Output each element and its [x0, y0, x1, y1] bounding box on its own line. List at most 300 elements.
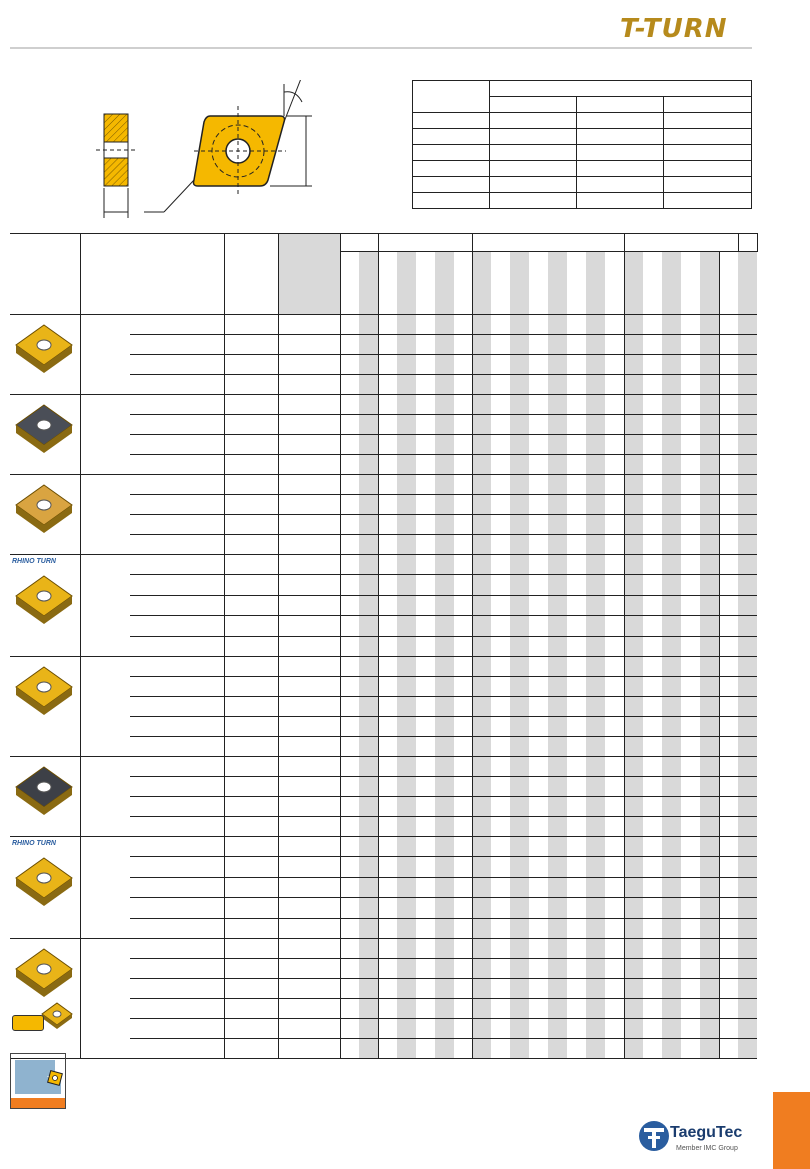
- grade-cell: [662, 657, 681, 677]
- grade-cell: [548, 535, 567, 555]
- grade-cell: [397, 939, 416, 959]
- grade-cell: [397, 395, 416, 415]
- dimension-cell: [278, 979, 340, 999]
- grade-cell: [662, 475, 681, 495]
- grade-cell: [738, 677, 757, 697]
- grade-cell: [548, 857, 567, 877]
- designation-cell: [130, 355, 224, 375]
- grade-cell: [548, 455, 567, 475]
- grade-cell: [454, 475, 472, 495]
- grade-cell: [491, 777, 510, 797]
- grade-cell: [359, 717, 378, 737]
- grade-cell: [700, 355, 719, 375]
- dimensions-row: [413, 161, 752, 177]
- grade-cell: [359, 1039, 378, 1059]
- grade-cell: [548, 575, 567, 595]
- grade-cell: [548, 555, 567, 575]
- dimension-cell: [278, 918, 340, 938]
- header-rule: [10, 47, 752, 49]
- grade-header-cell: [529, 252, 548, 315]
- new-badge: [12, 1015, 44, 1031]
- grade-cell: [681, 355, 700, 375]
- grade-cell: [491, 315, 510, 335]
- grade-cell: [681, 475, 700, 495]
- grade-cell: [548, 435, 567, 455]
- grade-cell: [567, 697, 586, 717]
- grade-cell: [586, 959, 605, 979]
- grade-cell: [738, 797, 757, 817]
- dimension-cell: [278, 737, 340, 757]
- grade-cell: [643, 475, 662, 495]
- grade-header-cell: [681, 252, 700, 315]
- insert-image-cell: [10, 837, 80, 939]
- grade-cell: [416, 657, 435, 677]
- grade-cell: [719, 959, 738, 979]
- grade-cell: [605, 535, 624, 555]
- grade-header-cell: [548, 252, 567, 315]
- grade-cell: [491, 837, 510, 857]
- dimension-cell: [224, 777, 278, 797]
- grade-cell: [586, 737, 605, 757]
- dimension-cell: [224, 315, 278, 335]
- grade-cell: [738, 737, 757, 757]
- grade-cell: [510, 475, 529, 495]
- grade-cell: [529, 555, 548, 575]
- grade-cell: [378, 315, 397, 335]
- dimension-cell: [278, 515, 340, 535]
- grade-cell: [643, 1019, 662, 1039]
- grade-cell: [454, 777, 472, 797]
- grade-cell: [510, 435, 529, 455]
- designation-cell: [130, 495, 224, 515]
- designation-cell: [130, 898, 224, 918]
- dimension-cell: [278, 757, 340, 777]
- grade-cell: [548, 657, 567, 677]
- grade-cell: [454, 415, 472, 435]
- grade-cell: [435, 595, 454, 615]
- grade-cell: [529, 757, 548, 777]
- grade-cell: [662, 817, 681, 837]
- grade-header-cell: [624, 252, 643, 315]
- grade-cell: [548, 415, 567, 435]
- grade-cell: [548, 1039, 567, 1059]
- grade-cell: [416, 817, 435, 837]
- grade-cell: [529, 355, 548, 375]
- grade-cell: [681, 595, 700, 615]
- dimension-cell: [278, 657, 340, 677]
- grade-cell: [510, 535, 529, 555]
- grade-cell: [719, 999, 738, 1019]
- grade-cell: [624, 375, 643, 395]
- grade-cell: [359, 777, 378, 797]
- grade-cell: [738, 898, 757, 918]
- grade-cell: [681, 737, 700, 757]
- grade-cell: [700, 1039, 719, 1059]
- grade-cell: [681, 495, 700, 515]
- dimension-cell: [224, 395, 278, 415]
- grade-cell: [416, 979, 435, 999]
- designation-cell: [130, 717, 224, 737]
- taegutec-mark-icon: [636, 1114, 672, 1154]
- grade-cell: [472, 335, 491, 355]
- grade-cell: [397, 777, 416, 797]
- grade-cell: [378, 697, 397, 717]
- designation-cell: [130, 435, 224, 455]
- grade-cell: [643, 857, 662, 877]
- grade-cell: [643, 797, 662, 817]
- grade-cell: [662, 918, 681, 938]
- grade-cell: [454, 535, 472, 555]
- grade-cell: [605, 737, 624, 757]
- grade-cell: [416, 717, 435, 737]
- grade-cell: [643, 355, 662, 375]
- grade-cell: [435, 395, 454, 415]
- grade-cell: [510, 797, 529, 817]
- grade-cell: [378, 595, 397, 615]
- grade-cell: [416, 315, 435, 335]
- grade-cell: [643, 677, 662, 697]
- grade-cell: [510, 495, 529, 515]
- header-cell: [224, 234, 278, 315]
- grade-cell: [719, 616, 738, 636]
- grade-cell: [416, 355, 435, 375]
- grade-cell: [738, 697, 757, 717]
- grade-cell: [681, 697, 700, 717]
- grade-cell: [529, 877, 548, 897]
- grade-cell: [491, 535, 510, 555]
- grade-cell: [548, 1019, 567, 1039]
- grade-cell: [662, 979, 681, 999]
- dimension-cell: [224, 918, 278, 938]
- grade-header-cell: [378, 252, 397, 315]
- grade-cell: [359, 737, 378, 757]
- grade-cell: [738, 575, 757, 595]
- grade-cell: [454, 515, 472, 535]
- grade-cell: [586, 535, 605, 555]
- grade-cell: [491, 495, 510, 515]
- grade-cell: [738, 1039, 757, 1059]
- grade-cell: [681, 877, 700, 897]
- grade-cell: [435, 797, 454, 817]
- dimension-cell: [278, 1019, 340, 1039]
- grade-cell: [643, 555, 662, 575]
- grade-cell: [340, 857, 359, 877]
- insert-image-cell: [10, 657, 80, 757]
- grade-cell: [435, 697, 454, 717]
- grade-cell: [454, 335, 472, 355]
- header-cell: [472, 234, 624, 252]
- grade-cell: [472, 395, 491, 415]
- grade-cell: [416, 1039, 435, 1059]
- grade-cell: [624, 415, 643, 435]
- grade-cell: [378, 857, 397, 877]
- grade-cell: [738, 435, 757, 455]
- grade-cell: [472, 475, 491, 495]
- grade-cell: [491, 555, 510, 575]
- grade-cell: [586, 857, 605, 877]
- grade-cell: [491, 475, 510, 495]
- grade-cell: [643, 999, 662, 1019]
- dimension-cell: [278, 475, 340, 495]
- grade-cell: [340, 475, 359, 495]
- grade-cell: [548, 999, 567, 1019]
- grade-cell: [586, 636, 605, 656]
- grade-cell: [454, 959, 472, 979]
- grade-cell: [340, 395, 359, 415]
- grade-cell: [605, 616, 624, 636]
- grade-cell: [605, 515, 624, 535]
- dimension-cell: [278, 677, 340, 697]
- grade-cell: [359, 335, 378, 355]
- dimension-cell: [278, 877, 340, 897]
- grade-cell: [472, 737, 491, 757]
- grade-cell: [435, 959, 454, 979]
- grade-cell: [738, 857, 757, 877]
- grade-cell: [643, 777, 662, 797]
- grade-cell: [510, 999, 529, 1019]
- grade-cell: [340, 677, 359, 697]
- grade-cell: [340, 435, 359, 455]
- grade-cell: [435, 717, 454, 737]
- grade-cell: [643, 1039, 662, 1059]
- insert-row: [10, 475, 757, 495]
- grade-cell: [340, 979, 359, 999]
- grade-cell: [435, 515, 454, 535]
- grade-cell: [359, 999, 378, 1019]
- grade-cell: [378, 1039, 397, 1059]
- grade-cell: [700, 939, 719, 959]
- grade-cell: [378, 535, 397, 555]
- grade-cell: [454, 435, 472, 455]
- grade-cell: [454, 697, 472, 717]
- dimension-cell: [278, 999, 340, 1019]
- grade-cell: [719, 677, 738, 697]
- grade-cell: [454, 757, 472, 777]
- grade-cell: [378, 515, 397, 535]
- square-insert-gold-icon: [12, 321, 76, 381]
- dimension-cell: [224, 737, 278, 757]
- grade-cell: [586, 395, 605, 415]
- grade-cell: [359, 535, 378, 555]
- grade-cell: [643, 435, 662, 455]
- dimension-cell: [278, 555, 340, 575]
- grade-cell: [397, 475, 416, 495]
- dimensions-table: [412, 80, 752, 209]
- grade-cell: [397, 837, 416, 857]
- designation-cell: [130, 697, 224, 717]
- grade-cell: [719, 515, 738, 535]
- dimensions-row: [413, 129, 752, 145]
- grade-cell: [548, 817, 567, 837]
- grade-cell: [416, 375, 435, 395]
- grade-cell: [359, 475, 378, 495]
- grade-cell: [340, 717, 359, 737]
- grade-cell: [435, 837, 454, 857]
- grade-cell: [435, 636, 454, 656]
- grade-cell: [435, 737, 454, 757]
- grade-cell: [510, 898, 529, 918]
- grade-cell: [624, 918, 643, 938]
- dimension-cell: [278, 335, 340, 355]
- grade-cell: [624, 595, 643, 615]
- grade-cell: [700, 595, 719, 615]
- grade-cell: [662, 939, 681, 959]
- grade-cell: [567, 535, 586, 555]
- grade-cell: [738, 777, 757, 797]
- grade-cell: [700, 918, 719, 938]
- grade-cell: [510, 1019, 529, 1039]
- grade-cell: [378, 999, 397, 1019]
- grade-cell: [529, 777, 548, 797]
- grade-cell: [359, 817, 378, 837]
- grade-cell: [378, 939, 397, 959]
- grade-cell: [643, 717, 662, 737]
- grade-cell: [510, 636, 529, 656]
- grade-cell: [435, 555, 454, 575]
- grade-cell: [548, 375, 567, 395]
- grade-cell: [416, 335, 435, 355]
- grade-header-cell: [605, 252, 624, 315]
- dimensions-row: [413, 193, 752, 209]
- grade-cell: [454, 677, 472, 697]
- grade-cell: [472, 979, 491, 999]
- grade-cell: [586, 315, 605, 335]
- grade-header-cell: [719, 252, 738, 315]
- grade-cell: [529, 616, 548, 636]
- grade-cell: [662, 636, 681, 656]
- grade-cell: [567, 1039, 586, 1059]
- grade-cell: [472, 555, 491, 575]
- grade-cell: [416, 737, 435, 757]
- grade-cell: [643, 959, 662, 979]
- grade-cell: [472, 535, 491, 555]
- grade-cell: [378, 636, 397, 656]
- external-turning-application-icon: [10, 1053, 66, 1109]
- grade-cell: [681, 959, 700, 979]
- grade-cell: [719, 595, 738, 615]
- grade-cell: [681, 857, 700, 877]
- grade-cell: [586, 797, 605, 817]
- grade-cell: [567, 375, 586, 395]
- grade-cell: [397, 515, 416, 535]
- grade-cell: [435, 535, 454, 555]
- grade-cell: [359, 375, 378, 395]
- grade-cell: [510, 677, 529, 697]
- grade-cell: [491, 657, 510, 677]
- grade-cell: [586, 939, 605, 959]
- grade-cell: [700, 435, 719, 455]
- grade-cell: [605, 375, 624, 395]
- designation-cell: [130, 555, 224, 575]
- dimension-cell: [224, 455, 278, 475]
- insert-row: [10, 657, 757, 677]
- grade-cell: [738, 717, 757, 737]
- grade-cell: [605, 697, 624, 717]
- grade-cell: [681, 918, 700, 938]
- grade-cell: [491, 999, 510, 1019]
- grade-cell: [605, 918, 624, 938]
- grade-cell: [454, 657, 472, 677]
- dimension-cell: [224, 837, 278, 857]
- insert-dimension-diagram: [90, 80, 330, 220]
- grade-cell: [605, 797, 624, 817]
- grade-cell: [700, 797, 719, 817]
- dimension-cell: [278, 595, 340, 615]
- grade-cell: [397, 616, 416, 636]
- header-cell: [10, 234, 80, 315]
- grade-cell: [624, 1019, 643, 1039]
- grade-cell: [624, 535, 643, 555]
- grade-cell: [719, 979, 738, 999]
- dimension-cell: [224, 1039, 278, 1059]
- grade-cell: [359, 837, 378, 857]
- grade-cell: [605, 335, 624, 355]
- grade-cell: [662, 797, 681, 817]
- grade-cell: [435, 435, 454, 455]
- header-cell: [278, 234, 340, 315]
- dimension-cell: [224, 1019, 278, 1039]
- grade-cell: [529, 797, 548, 817]
- t-turn-logo: [620, 14, 760, 50]
- grade-cell: [340, 877, 359, 897]
- grade-cell: [605, 677, 624, 697]
- t-turn-logo-text: T-TURN: [620, 14, 728, 44]
- dimension-cell: [224, 717, 278, 737]
- dimension-cell: [278, 435, 340, 455]
- grade-cell: [435, 757, 454, 777]
- grade-cell: [378, 355, 397, 375]
- grade-cell: [510, 857, 529, 877]
- grade-cell: [643, 757, 662, 777]
- grade-cell: [681, 375, 700, 395]
- grade-cell: [586, 495, 605, 515]
- grade-cell: [340, 555, 359, 575]
- grade-cell: [643, 415, 662, 435]
- grade-cell: [472, 375, 491, 395]
- insert-grade-table: [10, 233, 757, 1059]
- grade-cell: [491, 898, 510, 918]
- grade-cell: [378, 797, 397, 817]
- grade-header-cell: [700, 252, 719, 315]
- grade-cell: [586, 455, 605, 475]
- grade-cell: [567, 355, 586, 375]
- grade-cell: [548, 837, 567, 857]
- grade-cell: [548, 737, 567, 757]
- grade-cell: [605, 857, 624, 877]
- grade-cell: [491, 616, 510, 636]
- grade-cell: [567, 757, 586, 777]
- grade-cell: [681, 636, 700, 656]
- grade-cell: [491, 455, 510, 475]
- grade-cell: [359, 355, 378, 375]
- grade-cell: [681, 435, 700, 455]
- grade-cell: [738, 616, 757, 636]
- grade-cell: [738, 837, 757, 857]
- grade-cell: [586, 355, 605, 375]
- grade-cell: [700, 575, 719, 595]
- insert-row: [10, 757, 757, 777]
- grade-cell: [378, 918, 397, 938]
- header-cell: [378, 234, 472, 252]
- grade-cell: [378, 979, 397, 999]
- grade-cell: [491, 877, 510, 897]
- grade-cell: [567, 979, 586, 999]
- grade-header-cell: [454, 252, 472, 315]
- grade-cell: [548, 595, 567, 615]
- rhinoturn-insert-icon: [12, 572, 76, 632]
- grade-cell: [605, 395, 624, 415]
- grade-cell: [510, 335, 529, 355]
